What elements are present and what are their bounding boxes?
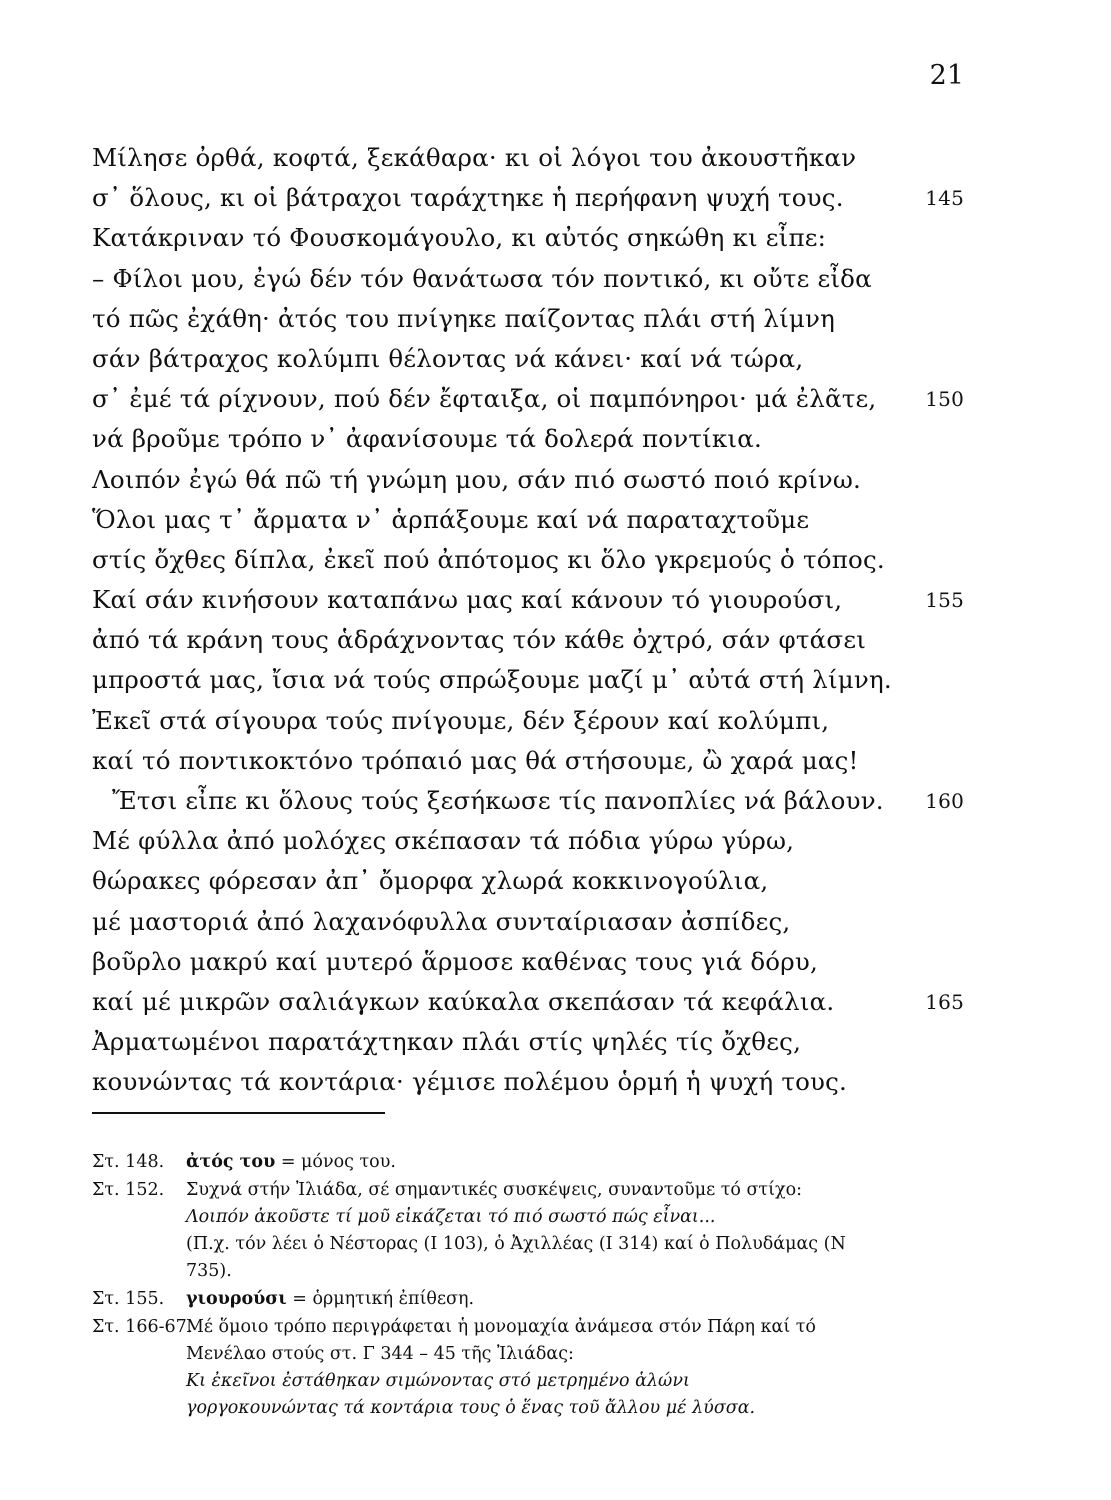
footnote-quote: Λοιπόν ἀκοῦστε τί μοῦ εἰκάζεται τό πιό σωστό πώς εἶναι... (186, 1207, 716, 1227)
poem-line (92, 942, 972, 982)
footnote-label: Στ. 166-67. (92, 1317, 193, 1337)
poem-line-text: τό πῶς ἐχάθη· ἀτός του πνίγηκε παίζοντας πλάι στή λίμνη (92, 303, 836, 333)
poem-line (92, 902, 972, 942)
footnote-quote-cont: γοργοκουνώντας τά κοντάρια τους ὁ ἕνας τοῦ ἄλλου μέ λύσσα. (186, 1398, 756, 1418)
poem-line (92, 781, 972, 821)
footnote-term: γιουρούσι (186, 1289, 287, 1309)
footnote-label: Στ. 152. (92, 1180, 165, 1200)
poem-line (92, 620, 972, 660)
poem-line (92, 259, 972, 299)
poem-line-text: μπροστά μας, ἴσια νά τούς σπρώξουμε μαζί μ᾽ αὐτά στή λίμνη. (92, 665, 892, 695)
poem-line-text: Ἔτσι εἶπε κι ὅλους τούς ξεσήκωσε τίς πανοπλίες νά βάλουν. (112, 786, 884, 815)
poem-line (92, 540, 972, 580)
poem-body (92, 138, 972, 1103)
poem-line (92, 178, 972, 218)
footnote-text-cont: Μενέλαο στούς στ. Γ 344 – 45 τῆς Ἰλιάδας: (186, 1344, 574, 1364)
poem-line (92, 500, 972, 540)
poem-line (92, 982, 972, 1022)
poem-line-text: – Φίλοι μου, ἐγώ δέν τόν θανάτωσα τόν ποντικό, κι οὔτε εἶδα (92, 263, 872, 293)
poem-line-text: μέ μαστοριά ἀπό λαχανόφυλλα συνταίριασαν ἀσπίδες, (92, 906, 791, 936)
poem-line (92, 339, 972, 379)
footnote-definition: = μόνος του. (275, 1152, 396, 1172)
poem-line-text: Κατάκριναν τό Φουσκομάγουλο, κι αὐτός σηκώθη κι εἶπε: (92, 223, 827, 253)
footnote-148 (92, 1148, 952, 1176)
poem-line (92, 580, 972, 620)
poem-line-text: σ᾽ ὅλους, κι οἱ βάτραχοι ταράχτηκε ἡ περήφανη ψυχή τους. (92, 183, 844, 213)
poem-line (92, 1062, 972, 1102)
footnote-152 (92, 1176, 952, 1285)
poem-line-text: Μίλησε ὀρθά, κοφτά, ξεκάθαρα· κι οἱ λόγοι του ἀκουστῆκαν (92, 143, 857, 172)
poem-line (92, 218, 972, 258)
poem-line-text: Ἀρματωμένοι παρατάχτηκαν πλάι στίς ψηλές τίς ὄχθες, (92, 1027, 802, 1057)
poem-line (92, 741, 972, 781)
poem-line-text: ἀπό τά κράνη τους ἁδράχνοντας τόν κάθε ὀχτρό, σάν φτάσει (92, 625, 867, 655)
poem-line-text: στίς ὄχθες δίπλα, ἐκεῖ πού ἀπότομος κι ὅλο γκρεμούς ὁ τόπος. (92, 544, 885, 574)
poem-line-text: καί τό ποντικοκτόνο τρόπαιό μας θά στήσουμε, ὢ χαρά μας! (92, 745, 859, 775)
page-number: 21 (929, 60, 964, 91)
line-number: 155 (925, 588, 964, 613)
poem-line-text: Καί σάν κινήσουν καταπάνω μας καί κάνουν τό γιουρούσι, (92, 585, 843, 615)
poem-line (92, 821, 972, 861)
footnote-reference-cont: 735). (186, 1261, 232, 1281)
poem-line-text: καί μέ μικρῶν σαλιάγκων καύκαλα σκεπάσαν τά κεφάλια. (92, 986, 835, 1016)
poem-line-text: νά βροῦμε τρόπο ν᾽ ἀφανίσουμε τά δολερά ποντίκια. (92, 424, 762, 454)
footnote-definition: = ὁρμητική ἐπίθεση. (286, 1289, 475, 1309)
poem-line-text: βοῦρλο μακρύ καί μυτερό ἅρμοσε καθένας τους γιά δόρυ, (92, 946, 818, 976)
poem-line (92, 701, 972, 741)
poem-line-text: Ὅλοι μας τ᾽ ἄρματα ν᾽ ἁρπάξουμε καί νά παραταχτοῦμε (92, 504, 810, 534)
poem-line-text: Ἐκεῖ στά σίγουρα τούς πνίγουμε, δέν ξέρουν καί κολύμπι, (92, 705, 830, 735)
footnotes (92, 1148, 952, 1422)
poem-line (92, 138, 972, 178)
footnote-quote: Κι ἐκεῖνοι ἐστάθηκαν σιμώνοντας στό μετρημένο ἁλώνι (186, 1371, 690, 1391)
footnote-label: Στ. 148. (92, 1152, 165, 1172)
poem-line (92, 861, 972, 901)
footnote-text: Συχνά στήν Ἰλιάδα, σέ σημαντικές συσκέψεις, συναντοῦμε τό στίχο: (186, 1180, 803, 1200)
line-number: 160 (925, 789, 964, 813)
footnote-label: Στ. 155. (92, 1289, 165, 1309)
line-number: 145 (925, 186, 964, 211)
poem-line-text: θώρακες φόρεσαν ἀπ᾽ ὄμορφα χλωρά κοκκινογούλια, (92, 866, 769, 896)
poem-line-text: Μέ φύλλα ἀπό μολόχες σκέπασαν τά πόδια γύρω γύρω, (92, 826, 795, 856)
footnote-text: Μέ ὅμοιο τρόπο περιγράφεται ἡ μονομαχία ἀνάμεσα στόν Πάρη καί τό (186, 1317, 816, 1337)
poem-line-text: Λοιπόν ἐγώ θά πῶ τή γνώμη μου, σάν πιό σωστό ποιό κρίνω. (92, 464, 862, 494)
poem-line (92, 660, 972, 700)
footnote-166-67 (92, 1313, 952, 1422)
poem-line (92, 460, 972, 500)
footnote-term: ἀτός του (186, 1152, 276, 1172)
poem-line-text: κουνώντας τά κοντάρια· γέμισε πολέμου ὁρμή ἡ ψυχή τους. (92, 1067, 848, 1097)
footnote-155 (92, 1285, 952, 1313)
footnote-divider (92, 1112, 385, 1114)
footnote-reference: (Π.χ. τόν λέει ὁ Νέστορας (Ι 103), ὁ Ἀχιλλέας (Ι 314) καί ὁ Πολυδάμας (Ν (186, 1234, 846, 1254)
poem-line-text: σάν βάτραχος κολύμπι θέλοντας νά κάνει· καί νά τώρα, (92, 343, 804, 373)
line-number: 165 (925, 989, 964, 1014)
poem-line-text: σ᾽ ἐμέ τά ρίχνουν, πού δέν ἔφταιξα, οἱ παμπόνηροι· μά ἐλᾶτε, (92, 384, 877, 414)
poem-line (92, 379, 972, 419)
poem-line (92, 299, 972, 339)
line-number: 150 (925, 387, 964, 412)
poem-line (92, 1022, 972, 1062)
poem-line (92, 419, 972, 459)
